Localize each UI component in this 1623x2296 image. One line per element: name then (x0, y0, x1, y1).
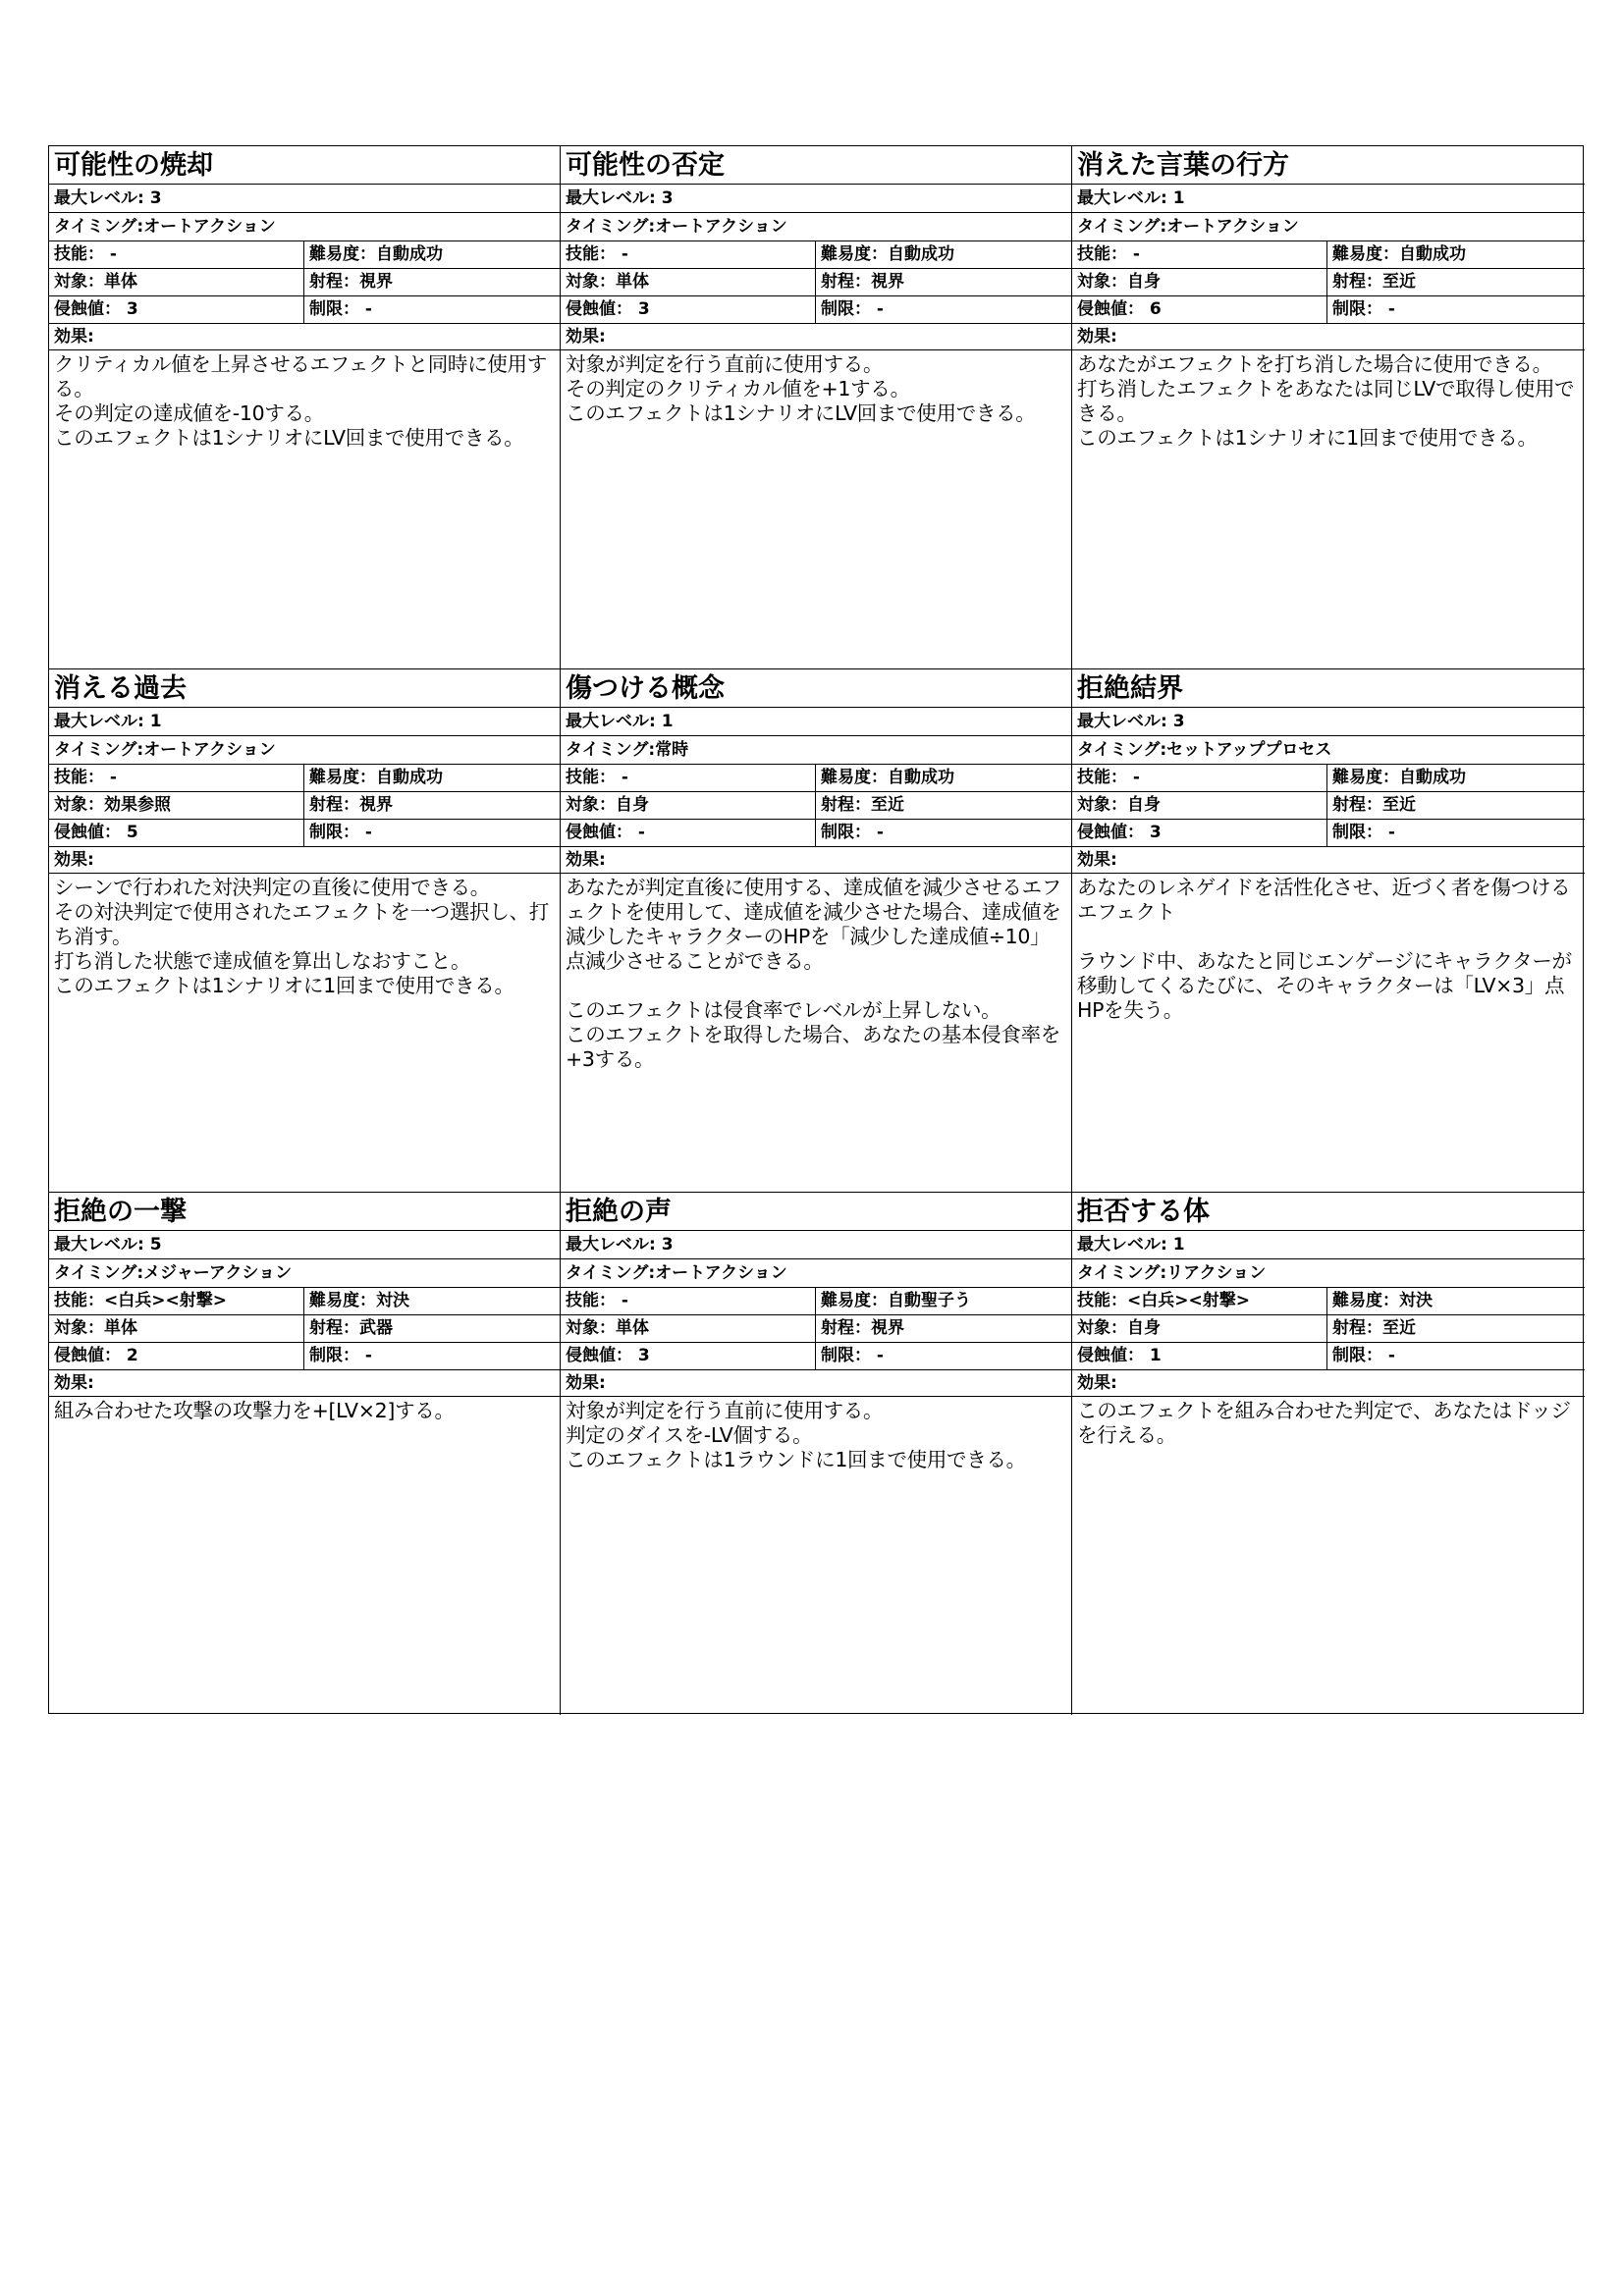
target-range-row (49, 792, 560, 820)
erosion-limit-row (49, 296, 560, 324)
erosion-limit-row (561, 1343, 1071, 1370)
erosion: 侵蝕値： 2 (49, 1343, 304, 1369)
max-level: 最大レベル: 1 (49, 708, 560, 736)
erosion: 侵蝕値： 3 (561, 296, 816, 323)
effect-line: このエフェクトは1ラウンドに1回まで使用できる。 (566, 1448, 1026, 1471)
timing: タイミング:セットアッププロセス (1072, 736, 1585, 765)
skill-difficulty-row (561, 241, 1071, 269)
target-range-row (561, 792, 1071, 820)
target: 対象：単体 (561, 269, 816, 295)
skill-difficulty-row (1072, 1288, 1585, 1315)
range: 射程：視界 (309, 272, 393, 292)
erosion-limit-row (49, 1343, 560, 1370)
limit: 制限： - (309, 299, 372, 319)
max-level: 最大レベル: 3 (49, 185, 560, 213)
skill: 技能：<白兵><射撃> (49, 1288, 304, 1314)
effect-card (49, 1193, 561, 1715)
target: 対象：自身 (1072, 792, 1327, 819)
skill-difficulty-row (1072, 241, 1585, 269)
skill: 技能： - (561, 241, 816, 268)
max-level: 最大レベル: 1 (1072, 1231, 1585, 1259)
effect-line: シーンで行われた対決判定の直後に使用できる。 (54, 876, 490, 899)
max-level: 最大レベル: 3 (561, 1231, 1071, 1259)
skill: 技能： - (1072, 765, 1327, 791)
max-level: 最大レベル: 1 (1072, 185, 1585, 213)
target: 対象：単体 (49, 269, 304, 295)
target: 対象：自身 (1072, 269, 1327, 295)
effect-text (1072, 874, 1585, 1192)
effect-line: このエフェクトは1シナリオに1回まで使用できる。 (1077, 426, 1538, 450)
target: 対象：単体 (561, 1315, 816, 1342)
effect-line: 打ち消した状態で達成値を算出しなおすこと。 (54, 949, 471, 973)
timing: タイミング:リアクション (1072, 1259, 1585, 1288)
effect-line: クリティカル値を上昇させるエフェクトと同時に使用する。 (54, 352, 547, 400)
effect-name: 消える過去 (49, 669, 560, 708)
effect-label: 効果: (561, 1370, 1071, 1397)
timing: タイミング:オートアクション (561, 213, 1071, 241)
effect-label: 効果: (1072, 847, 1585, 874)
max-level: 最大レベル: 1 (561, 708, 1071, 736)
range: 射程：視界 (309, 795, 393, 815)
target: 対象：自身 (1072, 1315, 1327, 1342)
difficulty: 難易度：自動成功 (1332, 768, 1466, 787)
erosion-limit-row (49, 820, 560, 847)
effect-line (566, 974, 1067, 998)
range: 射程：至近 (1332, 795, 1416, 815)
effect-label: 効果: (1072, 324, 1585, 350)
max-level: 最大レベル: 5 (49, 1231, 560, 1259)
timing: タイミング:オートアクション (561, 1259, 1071, 1288)
erosion: 侵蝕値： 3 (561, 1343, 816, 1369)
effect-line: あなたがエフェクトを打ち消した場合に使用できる。 (1077, 352, 1552, 376)
skill-difficulty-row (49, 241, 560, 269)
effect-line: 対象が判定を行う直前に使用する。 (566, 1399, 884, 1422)
timing: タイミング:常時 (561, 736, 1071, 765)
difficulty: 難易度：自動聖子う (821, 1291, 971, 1310)
difficulty: 難易度：対決 (1332, 1291, 1433, 1310)
effect-line: 判定のダイスを-LV個する。 (566, 1423, 813, 1447)
erosion: 侵蝕値： 3 (1072, 820, 1327, 846)
skill-difficulty-row (561, 1288, 1071, 1315)
target-range-row (561, 269, 1071, 296)
erosion-limit-row (561, 296, 1071, 324)
target-range-row (1072, 1315, 1585, 1343)
effect-line: その判定の達成値を-10する。 (54, 401, 324, 425)
difficulty: 難易度：自動成功 (821, 244, 954, 264)
effect-text (49, 350, 560, 668)
limit: 制限： - (309, 823, 372, 842)
effect-line: あなたが判定直後に使用する、達成値を減少させるエフェクトを使用して、達成値を減少させた場合、達成値を減少したキャラクターのHPを「減少した達成値÷10」点減少させることができる。 (566, 876, 1061, 973)
effect-line: 打ち消したエフェクトをあなたは同じLVで取得し使用できる。 (1077, 377, 1575, 425)
skill-difficulty-row (49, 765, 560, 792)
erosion-limit-row (1072, 1343, 1585, 1370)
limit: 制限： - (821, 299, 884, 319)
effect-text (561, 350, 1071, 668)
timing: タイミング:オートアクション (49, 213, 560, 241)
effect-card (49, 669, 561, 1193)
skill-difficulty-row (49, 1288, 560, 1315)
range: 射程：至近 (1332, 272, 1416, 292)
effect-text (49, 1397, 560, 1715)
skill: 技能： - (561, 1288, 816, 1314)
erosion: 侵蝕値： 5 (49, 820, 304, 846)
difficulty: 難易度：自動成功 (309, 768, 443, 787)
effect-line: ラウンド中、あなたと同じエンゲージにキャラクターが移動してくるたびに、そのキャラクターは「LV×3」点HPを失う。 (1077, 949, 1572, 1022)
effect-line: その判定のクリティカル値を+1する。 (566, 377, 910, 400)
target: 対象：効果参照 (49, 792, 304, 819)
effect-name: 拒絶の一撃 (49, 1193, 560, 1231)
difficulty: 難易度：対決 (309, 1291, 409, 1310)
skill-difficulty-row (561, 765, 1071, 792)
range: 射程：武器 (309, 1318, 393, 1338)
effect-line: このエフェクトは1シナリオにLV回まで使用できる。 (566, 401, 1036, 425)
effect-label: 効果: (1072, 1370, 1585, 1397)
effect-name: 拒否する体 (1072, 1193, 1585, 1231)
skill: 技能： - (49, 241, 304, 268)
effect-card (561, 1193, 1072, 1715)
effect-line: このエフェクトは侵食率でレベルが上昇しない。 (566, 998, 1001, 1022)
effect-line: 組み合わせた攻撃の攻撃力を+[LV×2]する。 (54, 1399, 455, 1422)
target-range-row (49, 269, 560, 296)
effect-name: 拒絶結界 (1072, 669, 1585, 708)
effect-card (1072, 669, 1585, 1193)
effect-card (561, 146, 1072, 669)
effect-card-sheet (48, 145, 1584, 1714)
effect-line: 対象が判定を行う直前に使用する。 (566, 352, 884, 376)
difficulty: 難易度：自動成功 (1332, 244, 1466, 264)
effect-line: その対決判定で使用されたエフェクトを一つ選択し、打ち消す。 (54, 900, 549, 948)
effect-text (561, 874, 1071, 1192)
effect-text (1072, 350, 1585, 668)
range: 射程：至近 (821, 795, 904, 815)
effect-card (1072, 146, 1585, 669)
range: 射程：視界 (821, 272, 904, 292)
effect-text (561, 1397, 1071, 1715)
erosion: 侵蝕値： 1 (1072, 1343, 1327, 1369)
range: 射程：視界 (821, 1318, 904, 1338)
effect-name: 可能性の焼却 (49, 146, 560, 185)
erosion-limit-row (561, 820, 1071, 847)
timing: タイミング:オートアクション (49, 736, 560, 765)
skill: 技能：<白兵><射撃> (1072, 1288, 1327, 1314)
effect-line: このエフェクトを取得した場合、あなたの基本侵食率を+3する。 (566, 1023, 1060, 1071)
effect-label: 効果: (49, 847, 560, 874)
effect-card (1072, 1193, 1585, 1715)
target-range-row (561, 1315, 1071, 1343)
skill: 技能： - (561, 765, 816, 791)
effect-line: このエフェクトは1シナリオに1回まで使用できる。 (54, 974, 514, 997)
target-range-row (49, 1315, 560, 1343)
effect-card (561, 669, 1072, 1193)
erosion: 侵蝕値： 3 (49, 296, 304, 323)
difficulty: 難易度：自動成功 (821, 768, 954, 787)
target-range-row (1072, 269, 1585, 296)
effect-line: このエフェクトを組み合わせた判定で、あなたはドッジを行える。 (1077, 1399, 1571, 1447)
effect-name: 拒絶の声 (561, 1193, 1071, 1231)
effect-label: 効果: (49, 324, 560, 350)
target: 対象：単体 (49, 1315, 304, 1342)
skill-difficulty-row (1072, 765, 1585, 792)
effect-text (1072, 1397, 1585, 1715)
skill: 技能： - (49, 765, 304, 791)
limit: 制限： - (1332, 823, 1395, 842)
effect-line: このエフェクトは1シナリオにLV回まで使用できる。 (54, 426, 524, 450)
effect-label: 効果: (561, 847, 1071, 874)
erosion: 侵蝕値： - (561, 820, 816, 846)
effect-line (1077, 925, 1581, 949)
difficulty: 難易度：自動成功 (309, 244, 443, 264)
effect-name: 可能性の否定 (561, 146, 1071, 185)
target-range-row (1072, 792, 1585, 820)
effect-name: 消えた言葉の行方 (1072, 146, 1585, 185)
target: 対象：自身 (561, 792, 816, 819)
effect-text (49, 874, 560, 1192)
limit: 制限： - (821, 823, 884, 842)
timing: タイミング:メジャーアクション (49, 1259, 560, 1288)
effect-label: 効果: (561, 324, 1071, 350)
erosion-limit-row (1072, 820, 1585, 847)
effect-line: あなたのレネゲイドを活性化させ、近づく者を傷つけるエフェクト (1077, 876, 1571, 924)
limit: 制限： - (309, 1346, 372, 1365)
max-level: 最大レベル: 3 (1072, 708, 1585, 736)
effect-card (49, 146, 561, 669)
limit: 制限： - (1332, 1346, 1395, 1365)
erosion-limit-row (1072, 296, 1585, 324)
effect-label: 効果: (49, 1370, 560, 1397)
max-level: 最大レベル: 3 (561, 185, 1071, 213)
timing: タイミング:オートアクション (1072, 213, 1585, 241)
limit: 制限： - (1332, 299, 1395, 319)
limit: 制限： - (821, 1346, 884, 1365)
erosion: 侵蝕値： 6 (1072, 296, 1327, 323)
range: 射程：至近 (1332, 1318, 1416, 1338)
effect-name: 傷つける概念 (561, 669, 1071, 708)
skill: 技能： - (1072, 241, 1327, 268)
